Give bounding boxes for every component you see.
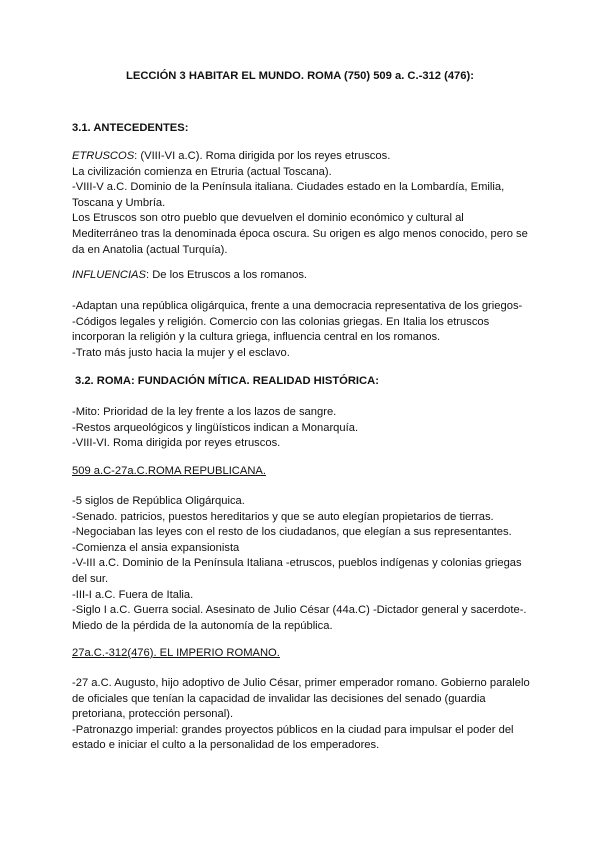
list-item: -Restos arqueológicos y lingüísticos indican a Monarquía.	[72, 421, 359, 434]
imperio-list	[72, 676, 542, 754]
list-item: -Siglo I a.C. Guerra social. Asesinato de Julio César (44a.C) -Dictador general y sacerdote-.	[72, 604, 527, 617]
list-item: -Trato más justo hacia la mujer y el esclavo.	[72, 346, 290, 359]
text-line: Los Etruscos son otro pueblo que devuelven el dominio económico y cultural al	[72, 212, 464, 225]
list-item: de oficiales que tenían la capacidad de invalidar las decisiones del senado (guardia	[72, 692, 486, 705]
influencias-list	[72, 299, 542, 361]
roma-list	[72, 405, 542, 452]
list-item: -Comienza el ansia expansionista	[72, 541, 240, 554]
list-item: estado e iniciar el culto a la personalidad de los emperadores.	[72, 739, 380, 752]
list-item: -Adaptan una república oligárquica, frente a una democracia representativa de los griegos-	[72, 300, 523, 312]
influencias-label: INFLUENCIAS	[72, 269, 146, 281]
imperio-heading: 27a.C.-312(476). EL IMPERIO ROMANO.	[72, 647, 280, 659]
list-item: incorporan la religión y la cultura griega, influencia central en los romanos.	[72, 331, 441, 344]
list-item: -Negociaban las leyes con el resto de los ciudadanos, que elegían a sus representantes.	[72, 526, 512, 539]
republica-heading: 509 a.C-27a.C.ROMA REPUBLICANA.	[72, 465, 266, 477]
text-line: -VIII-V a.C. Dominio de la Península italiana. Ciudades estado en la Lombardía, Emilia,	[72, 181, 505, 194]
list-item: -V-III a.C. Dominio de la Península Italiana -etruscos, pueblos indígenas y colonias griegas	[72, 557, 522, 570]
list-item: -Mito: Prioridad de la ley frente a los lazos de sangre.	[72, 406, 337, 418]
list-item: -Códigos legales y religión. Comercio con las colonias griegas. En Italia los etruscos	[72, 315, 490, 328]
text-line: ETRUSCOS: (VIII-VI a.C). Roma dirigida por los reyes etruscos.	[72, 150, 391, 162]
republica-heading-block	[72, 464, 542, 480]
imperio-heading-block	[72, 646, 542, 662]
lesson-title: LECCIÓN 3 HABITAR EL MUNDO. ROMA (750) 509 a. C.-312 (476):	[126, 70, 474, 82]
text-line: da en Anatolia (actual Turquía).	[72, 243, 228, 256]
republica-list	[72, 494, 542, 634]
list-item: Miedo de la pérdida de la autonomía de la república.	[72, 619, 333, 632]
list-item: -VIII-VI. Roma dirigida por reyes etruscos.	[72, 437, 281, 450]
text-line: Toscana y Umbría.	[72, 196, 166, 209]
text-line: Mediterráneo tras la denominada época oscura. Su origen es algo menos conocido, pero se	[72, 227, 528, 240]
list-item: del sur.	[72, 572, 109, 585]
text-line: La civilización comienza en Etruria (actual Toscana).	[72, 165, 332, 178]
section-heading-roma: 3.2. ROMA: FUNDACIÓN MÍTICA. REALIDAD HISTÓRICA:	[75, 375, 379, 387]
list-item: pretoriana, protección personal).	[72, 708, 234, 721]
section-heading-antecedentes: 3.1. ANTECEDENTES:	[72, 122, 189, 134]
etruscos-label: ETRUSCOS	[72, 150, 135, 162]
list-item: -5 siglos de República Oligárquica.	[72, 495, 245, 507]
list-item: -III-I a.C. Fuera de Italia.	[72, 588, 194, 601]
etruscos-paragraph	[72, 149, 542, 258]
list-item: -Senado. patricios, puestos hereditarios y que se auto elegían propietarios de tierras.	[72, 510, 494, 523]
influencias-intro	[72, 268, 542, 284]
text-line: INFLUENCIAS: De los Etruscos a los romanos.	[72, 269, 308, 281]
list-item: -Patronazgo imperial: grandes proyectos públicos en la ciudad para impulsar el poder del	[72, 723, 514, 736]
list-item: -27 a.C. Augusto, hijo adoptivo de Julio César, primer emperador romano. Gobierno paralelo	[72, 677, 530, 689]
